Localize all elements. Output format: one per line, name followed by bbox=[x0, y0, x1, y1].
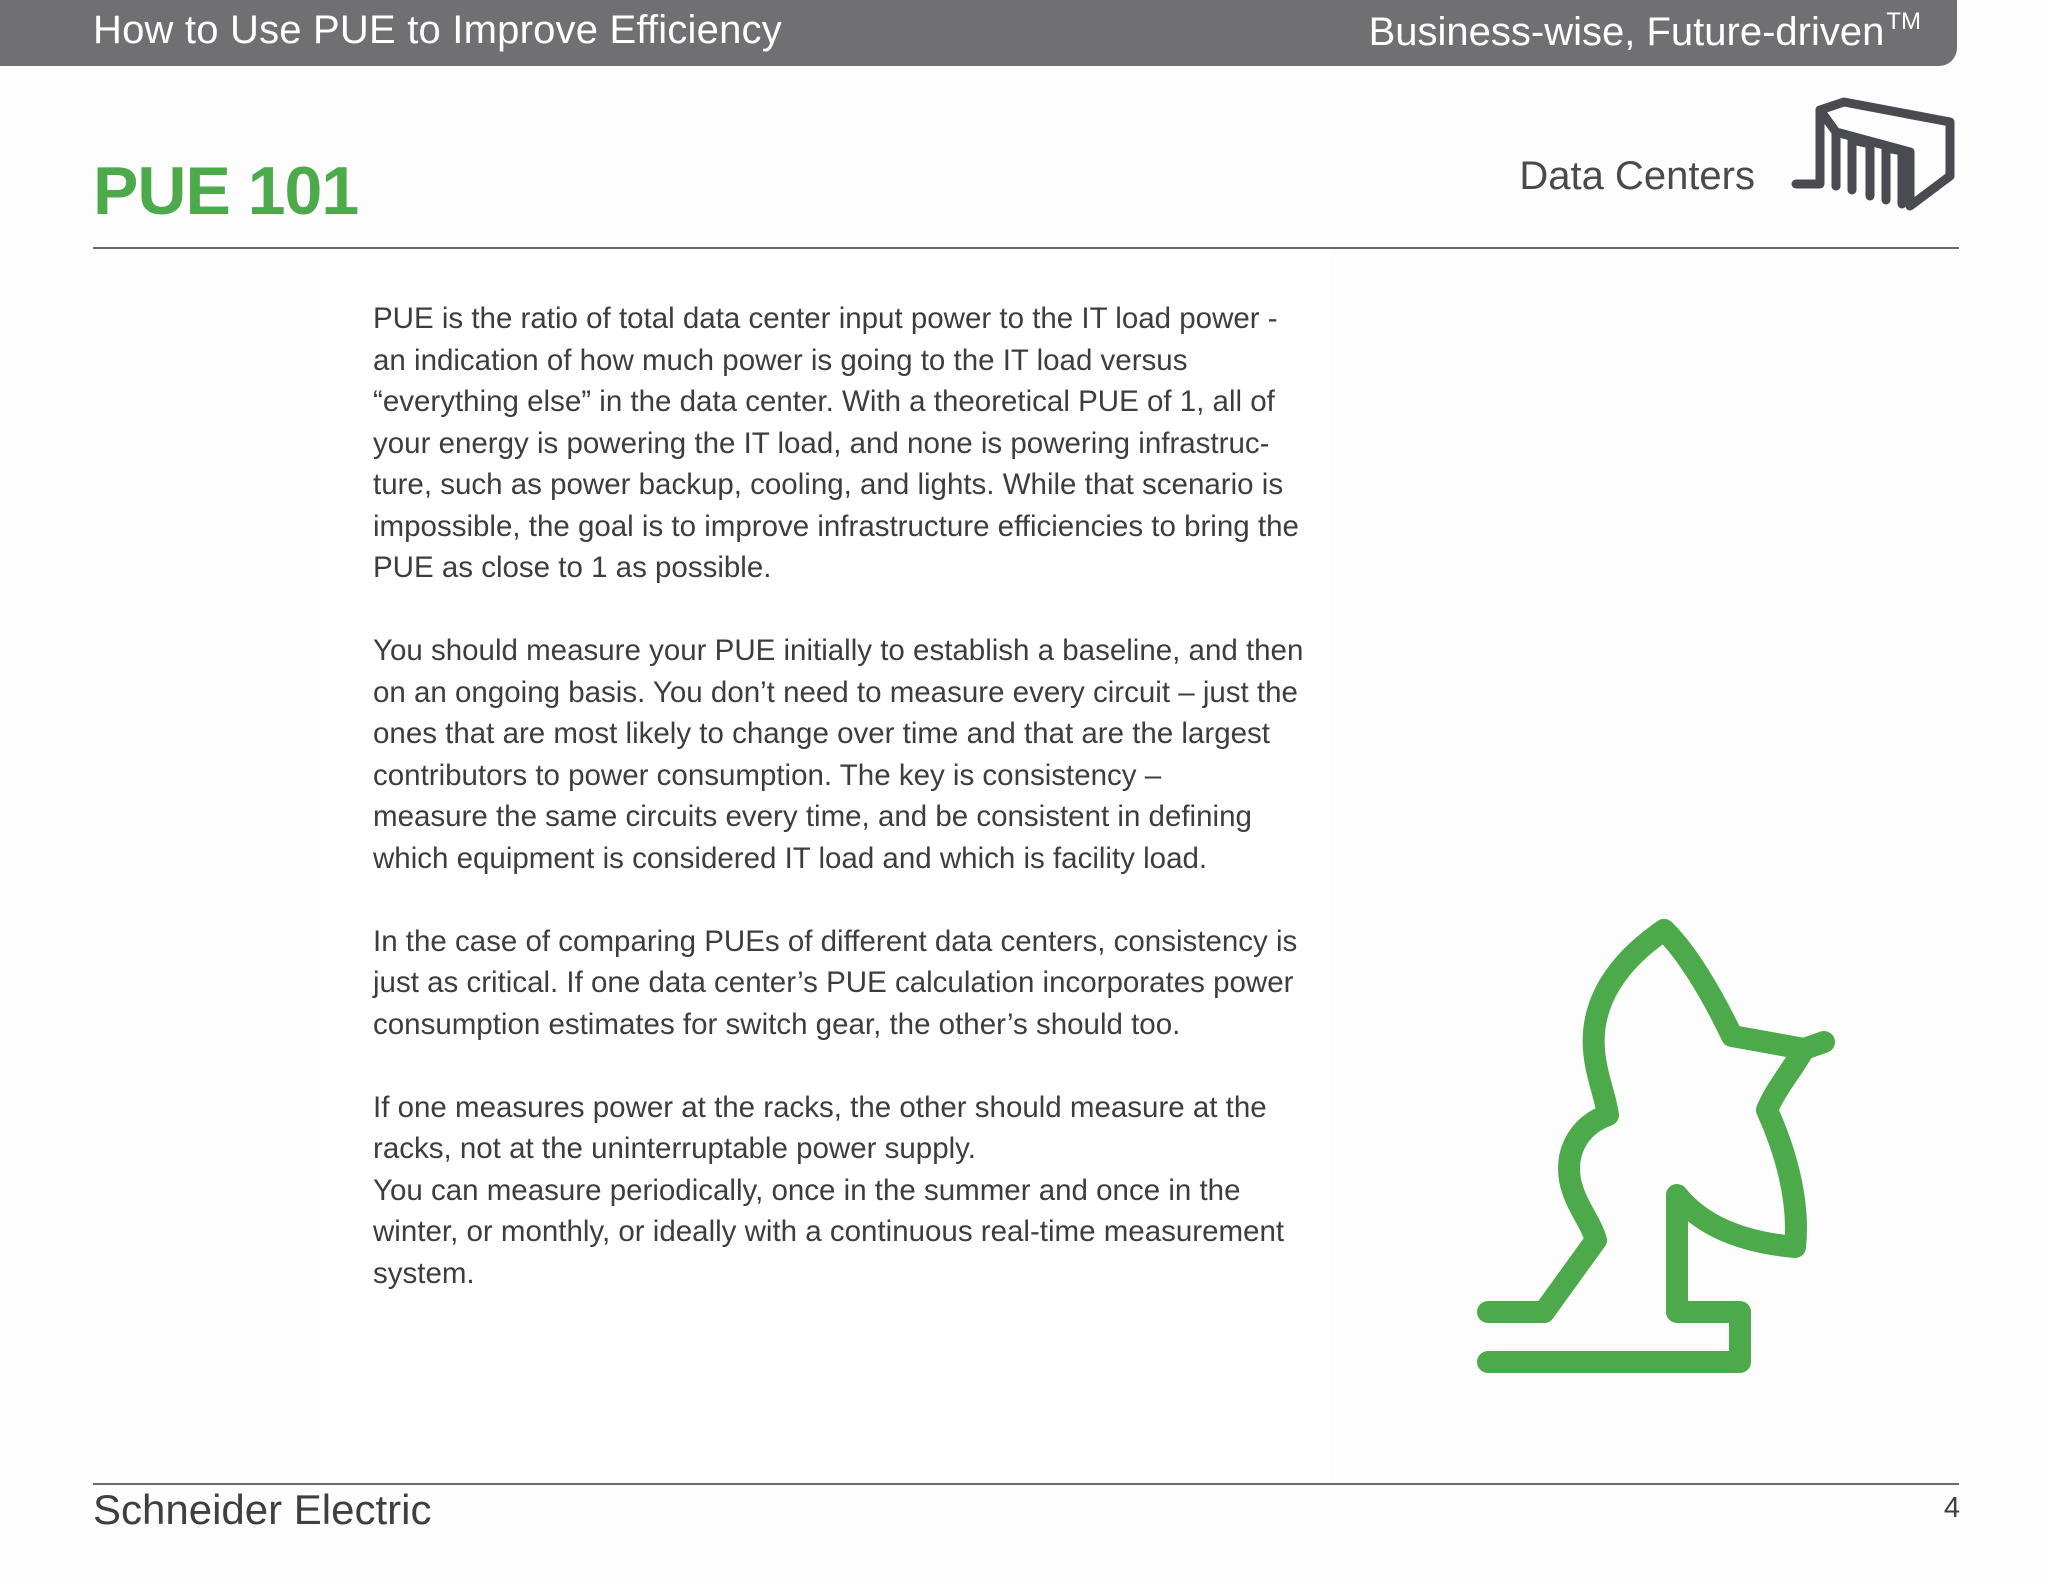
header-divider bbox=[93, 247, 1959, 249]
page-number: 4 bbox=[1943, 1492, 1960, 1524]
body-text bbox=[373, 298, 1333, 1336]
header-bar bbox=[0, 0, 1957, 66]
tagline-text: Business-wise, Future-driven bbox=[1368, 10, 1885, 54]
paragraph-racks: If one measures power at the racks, the other should measure at the racks, not at the uninterruptable power supply. bbox=[373, 1090, 1267, 1165]
data-center-building-icon bbox=[1790, 96, 1958, 220]
footer-divider bbox=[93, 1483, 1959, 1485]
satellite-dish-icon bbox=[1470, 910, 1880, 1410]
tagline bbox=[1369, 8, 1921, 55]
paragraph-pue-definition: PUE is the ratio of total data center input power to the IT load power - an indication of how much power is going to the IT load versus “everything else” in the data center. With a theoretical PUE of 1, all of your energy is powering the IT load, and none is powering infrastruc- ture, such as power backup, cooling, and lights. While that scenario is impossible, the goal is to improve infrastructure efficiencies to bring the PUE as close to 1 as possible. bbox=[373, 302, 1299, 584]
page-title: PUE 101 bbox=[93, 153, 359, 229]
paragraph-comparing-pues: In the case of comparing PUEs of different data centers, consistency is just as critical. If one data center’s PUE calculation incorporates power consumption estimates for switch gear, the other’s should too. bbox=[373, 924, 1298, 1041]
footer-brand: Schneider Electric bbox=[93, 1486, 432, 1533]
section-label: Data Centers bbox=[1519, 154, 1755, 198]
trademark-mark: TM bbox=[1886, 8, 1921, 35]
paragraph-periodic-measurement: You can measure periodically, once in the summer and once in the winter, or monthly, or ideally with a continuous real-time measurement system. bbox=[373, 1173, 1285, 1290]
paragraph-measure-baseline: You should measure your PUE initially to establish a baseline, and then on an ongoing basis. You don’t need to measure every circuit – just the ones that are most likely to change over time and that are the largest contributors to power consumption. The key is consistency – measure the same circuits every time, and be consistent in defining which equipment is considered IT load and which is facility load. bbox=[373, 634, 1304, 875]
document-title: How to Use PUE to Improve Efficiency bbox=[93, 8, 782, 52]
